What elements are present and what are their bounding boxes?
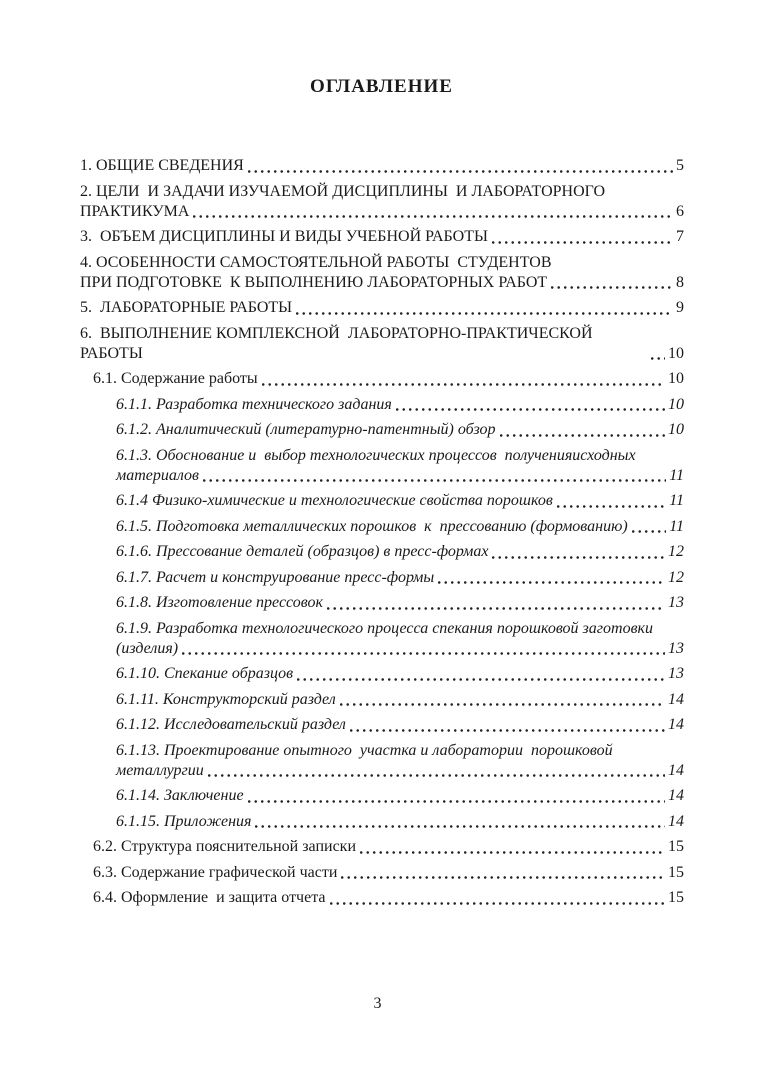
toc-page-number: 8	[676, 273, 684, 291]
toc-page-number: 13	[668, 639, 684, 657]
toc-entry	[80, 324, 684, 364]
toc-page-number: 11	[669, 466, 684, 484]
toc-page-number: 11	[669, 517, 684, 535]
toc-page-number: 13	[668, 665, 684, 682]
dot-leader	[350, 729, 665, 732]
dot-leader	[492, 556, 665, 559]
toc-entry-text: 6.1.2. Аналитический (литературно-патентный) обзор	[116, 421, 496, 438]
toc-entry	[80, 863, 684, 883]
toc-page-number: 5	[676, 157, 684, 174]
toc-page-number: 10	[668, 421, 684, 438]
toc-page-number: 10	[668, 344, 684, 362]
toc-page-number: 11	[669, 492, 684, 509]
toc-entry	[80, 837, 684, 857]
toc-page-number: 15	[668, 838, 684, 855]
dot-leader	[248, 170, 673, 173]
toc-title: ОГЛАВЛЕНИЕ	[310, 76, 453, 97]
toc-entry-text: 6.2. Структура пояснительной записки	[93, 838, 356, 855]
dot-leader	[296, 312, 673, 315]
toc-entry	[80, 715, 684, 735]
toc-entry-text: 6.1.6. Прессование деталей (образцов) в пресс-формах	[116, 543, 489, 560]
dot-leader	[500, 434, 665, 437]
toc-page-number: 9	[676, 299, 684, 316]
dot-leader	[327, 607, 665, 610]
toc-page-number: 15	[668, 863, 684, 881]
toc-page-number: 10	[668, 395, 684, 413]
dot-leader	[438, 581, 665, 584]
dot-leader	[203, 479, 666, 482]
toc-page-number: 14	[668, 690, 684, 708]
toc-entry-text: ПРАКТИКУМА	[80, 202, 190, 220]
toc-entry	[80, 491, 684, 511]
dot-leader	[492, 241, 673, 244]
toc-entry	[80, 664, 684, 684]
toc-entry	[80, 517, 684, 537]
dot-leader	[341, 876, 665, 879]
toc-entry	[80, 227, 684, 247]
toc-page-number: 10	[668, 370, 684, 387]
toc-entry-text: 2. ЦЕЛИ И ЗАДАЧИ ИЗУЧАЕМОЙ ДИСЦИПЛИНЫ И ЛАБОРАТОРНОГО	[80, 182, 606, 200]
toc-entry-text: 6.1.13. Проектирование опытного участка и лаборатории порошковой	[116, 741, 613, 759]
toc-entry-text: 3. ОБЪЕМ ДИСЦИПЛИНЫ И ВИДЫ УЧЕБНОЙ РАБОТЫ	[80, 228, 488, 245]
toc-entry	[80, 690, 684, 710]
toc-entry	[80, 786, 684, 806]
toc-entry-text: 6.1.4 Физико-химические и технологические свойства порошков	[116, 492, 553, 509]
toc-entry-text: 6.3. Содержание графической части	[93, 863, 338, 881]
dot-leader	[557, 505, 666, 508]
toc-page-number: 7	[676, 228, 684, 245]
toc-entry-text: 6.1.14. Заключение	[116, 787, 244, 804]
toc-list	[80, 156, 684, 914]
toc-entry	[80, 812, 684, 832]
dot-leader	[651, 357, 665, 360]
toc-entry	[80, 741, 684, 781]
dot-leader	[551, 286, 673, 289]
toc-entry-text: ПРИ ПОДГОТОВКЕ К ВЫПОЛНЕНИЮ ЛАБОРАТОРНЫХ РАБОТ	[80, 273, 548, 291]
toc-entry-text: 5. ЛАБОРАТОРНЫЕ РАБОТЫ	[80, 299, 293, 316]
dot-leader	[297, 678, 665, 681]
toc-entry-text: 6.1.11. Конструкторский раздел	[116, 690, 336, 708]
toc-page-number: 14	[668, 812, 684, 830]
toc-entry-text: 6.1.5. Подготовка металлических порошков к прессованию (формованию)	[116, 517, 628, 535]
toc-entry-text: 6.4. Оформление и защита отчета	[93, 889, 326, 906]
dot-leader	[396, 408, 665, 411]
toc-page-number: 12	[668, 543, 684, 560]
toc-entry-text: 4. ОСОБЕННОСТИ САМОСТОЯТЕЛЬНОЙ РАБОТЫ СТУДЕНТОВ	[80, 253, 552, 271]
toc-page-number: 13	[668, 594, 684, 611]
toc-entry-text: металлургии	[116, 761, 204, 779]
toc-entry-text: 6.1.1. Разработка технического задания	[116, 395, 392, 413]
toc-entry	[80, 182, 684, 222]
toc-entry-text: 6.1.7. Расчет и конструирование пресс-формы	[116, 568, 435, 586]
toc-entry-text: 6.1.15. Приложения	[116, 812, 252, 830]
toc-entry-text: 6.1.10. Спекание образцов	[116, 665, 294, 682]
toc-page-number: 6	[676, 202, 684, 220]
toc-entry	[80, 568, 684, 588]
toc-entry	[80, 298, 684, 318]
toc-page-number: 14	[668, 787, 684, 804]
toc-entry	[80, 446, 684, 486]
toc-entry-text: 6.1.9. Разработка технологического процесса спекания порошковой заготовки	[116, 619, 654, 637]
toc-entry-text: (изделия)	[116, 639, 179, 657]
toc-entry-text: 1. ОБЩИЕ СВЕДЕНИЯ	[80, 157, 244, 174]
toc-entry	[80, 420, 684, 440]
toc-entry	[80, 156, 684, 176]
dot-leader	[182, 652, 665, 655]
toc-entry-text: 6. ВЫПОЛНЕНИЕ КОМПЛЕКСНОЙ ЛАБОРАТОРНО-ПРАКТИЧЕСКОЙ РАБОТЫ	[80, 324, 597, 362]
toc-entry	[80, 542, 684, 562]
page-number: 3	[373, 995, 382, 1012]
toc-page-number: 14	[668, 716, 684, 733]
dot-leader	[193, 215, 673, 218]
toc-page-number: 14	[668, 761, 684, 779]
dot-leader	[248, 800, 665, 803]
toc-entry	[80, 253, 684, 293]
dot-leader	[632, 530, 667, 533]
toc-entry	[80, 593, 684, 613]
toc-page-number: 15	[668, 889, 684, 906]
toc-entry-text: 6.1.8. Изготовление прессовок	[116, 594, 323, 611]
dot-leader	[330, 902, 666, 905]
toc-entry-text: 6.1.12. Исследовательский раздел	[116, 716, 346, 733]
toc-entry-text: 6.1.3. Обоснование и выбор технологических процессов полученияисходных	[116, 446, 636, 464]
dot-leader	[255, 825, 665, 828]
toc-entry	[80, 395, 684, 415]
dot-leader	[262, 383, 665, 386]
toc-entry	[80, 369, 684, 389]
dot-leader	[208, 774, 665, 777]
toc-page-number: 12	[668, 568, 684, 586]
toc-entry	[80, 619, 684, 659]
toc-entry	[80, 888, 684, 908]
dot-leader	[360, 851, 665, 854]
toc-entry-text: материалов	[116, 466, 199, 484]
toc-entry-text: 6.1. Содержание работы	[93, 370, 258, 387]
dot-leader	[340, 703, 665, 706]
